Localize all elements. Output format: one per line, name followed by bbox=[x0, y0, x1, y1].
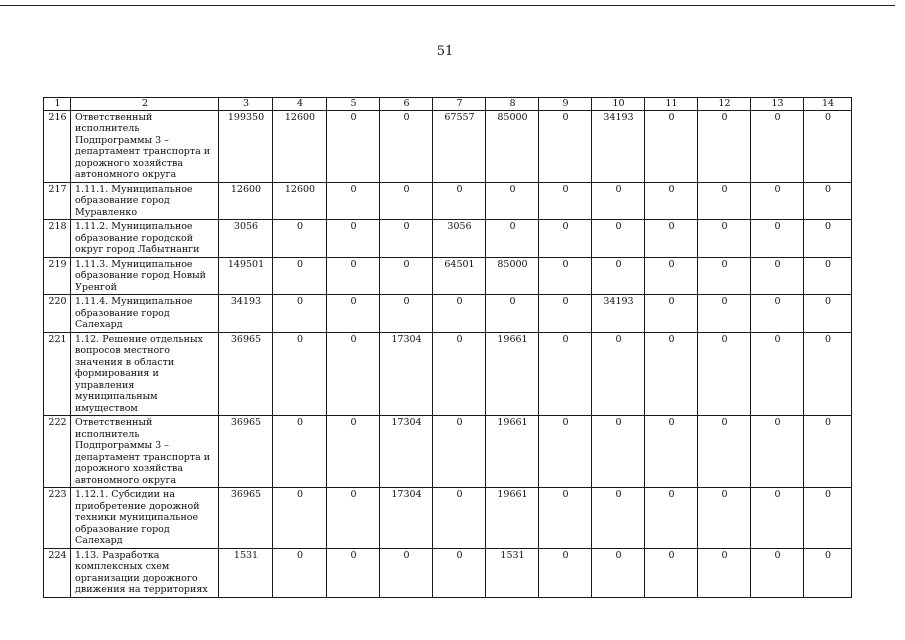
table-row bbox=[44, 332, 852, 416]
table-row bbox=[44, 182, 852, 220]
value-cell: 149501 bbox=[219, 257, 273, 295]
value-cell: 0 bbox=[327, 182, 380, 220]
table-row bbox=[44, 110, 852, 182]
value-cell: 0 bbox=[751, 488, 804, 549]
value-cell: 0 bbox=[380, 295, 433, 333]
value-cell: 0 bbox=[539, 332, 592, 416]
value-cell: 0 bbox=[327, 332, 380, 416]
value-cell: 0 bbox=[433, 295, 486, 333]
column-header: 10 bbox=[592, 98, 645, 111]
value-cell: 0 bbox=[433, 332, 486, 416]
value-cell: 0 bbox=[273, 332, 327, 416]
value-cell: 0 bbox=[645, 548, 698, 597]
value-cell: 0 bbox=[698, 548, 751, 597]
value-cell: 0 bbox=[539, 548, 592, 597]
page-number: 51 bbox=[436, 44, 454, 59]
value-cell: 0 bbox=[751, 416, 804, 488]
value-cell: 17304 bbox=[380, 332, 433, 416]
value-cell: 19661 bbox=[486, 488, 539, 549]
value-cell: 3056 bbox=[219, 220, 273, 258]
value-cell: 0 bbox=[804, 332, 852, 416]
value-cell: 0 bbox=[327, 220, 380, 258]
value-cell: 36965 bbox=[219, 416, 273, 488]
value-cell: 34193 bbox=[219, 295, 273, 333]
column-header: 5 bbox=[327, 98, 380, 111]
row-name-cell: 1.12.1. Субсидии на приобретение дорожной техники муниципальное образование город Салехард bbox=[71, 488, 219, 549]
value-cell: 0 bbox=[698, 295, 751, 333]
column-header: 14 bbox=[804, 98, 852, 111]
value-cell: 0 bbox=[327, 548, 380, 597]
value-cell: 0 bbox=[433, 488, 486, 549]
row-number-cell: 217 bbox=[44, 182, 71, 220]
value-cell: 0 bbox=[645, 110, 698, 182]
column-header: 11 bbox=[645, 98, 698, 111]
column-header: 12 bbox=[698, 98, 751, 111]
value-cell: 12600 bbox=[273, 110, 327, 182]
value-cell: 0 bbox=[645, 220, 698, 258]
value-cell: 0 bbox=[327, 416, 380, 488]
row-name-cell: 1.11.3. Муниципальное образование город Новый Уренгой bbox=[71, 257, 219, 295]
column-header: 8 bbox=[486, 98, 539, 111]
value-cell: 0 bbox=[539, 110, 592, 182]
value-cell: 0 bbox=[751, 548, 804, 597]
value-cell: 36965 bbox=[219, 488, 273, 549]
value-cell: 19661 bbox=[486, 416, 539, 488]
value-cell: 36965 bbox=[219, 332, 273, 416]
value-cell: 0 bbox=[592, 257, 645, 295]
value-cell: 0 bbox=[592, 332, 645, 416]
value-cell: 0 bbox=[698, 220, 751, 258]
table-row bbox=[44, 295, 852, 333]
value-cell: 0 bbox=[327, 110, 380, 182]
row-number-cell: 219 bbox=[44, 257, 71, 295]
budget-table bbox=[43, 97, 852, 598]
column-header: 4 bbox=[273, 98, 327, 111]
value-cell: 34193 bbox=[592, 110, 645, 182]
row-number-cell: 222 bbox=[44, 416, 71, 488]
value-cell: 0 bbox=[273, 295, 327, 333]
value-cell: 0 bbox=[804, 182, 852, 220]
value-cell: 0 bbox=[539, 295, 592, 333]
value-cell: 0 bbox=[327, 488, 380, 549]
value-cell: 0 bbox=[645, 257, 698, 295]
column-header: 6 bbox=[380, 98, 433, 111]
value-cell: 0 bbox=[698, 332, 751, 416]
value-cell: 0 bbox=[380, 548, 433, 597]
value-cell: 0 bbox=[751, 332, 804, 416]
value-cell: 0 bbox=[751, 220, 804, 258]
value-cell: 12600 bbox=[273, 182, 327, 220]
row-name-cell: 1.11.4. Муниципальное образование город Салехард bbox=[71, 295, 219, 333]
value-cell: 0 bbox=[698, 416, 751, 488]
value-cell: 0 bbox=[592, 488, 645, 549]
value-cell: 0 bbox=[751, 257, 804, 295]
value-cell: 0 bbox=[592, 548, 645, 597]
value-cell: 85000 bbox=[486, 257, 539, 295]
page-top-border bbox=[0, 5, 895, 6]
value-cell: 0 bbox=[645, 416, 698, 488]
value-cell: 19661 bbox=[486, 332, 539, 416]
value-cell: 0 bbox=[592, 182, 645, 220]
value-cell: 64501 bbox=[433, 257, 486, 295]
value-cell: 3056 bbox=[433, 220, 486, 258]
value-cell: 0 bbox=[486, 295, 539, 333]
row-name-cell: Ответственный исполнитель Подпрограммы 3 – департамент транспорта и дорожного хозяйства автономного округа bbox=[71, 110, 219, 182]
value-cell: 0 bbox=[698, 488, 751, 549]
value-cell: 0 bbox=[645, 295, 698, 333]
value-cell: 0 bbox=[645, 488, 698, 549]
value-cell: 17304 bbox=[380, 488, 433, 549]
value-cell: 0 bbox=[273, 548, 327, 597]
value-cell: 0 bbox=[698, 110, 751, 182]
row-name-cell: Ответственный исполнитель Подпрограммы 3 – департамент транспорта и дорожного хозяйства автономного округа bbox=[71, 416, 219, 488]
value-cell: 0 bbox=[645, 332, 698, 416]
row-number-cell: 223 bbox=[44, 488, 71, 549]
value-cell: 0 bbox=[539, 488, 592, 549]
value-cell: 0 bbox=[698, 257, 751, 295]
value-cell: 0 bbox=[804, 488, 852, 549]
value-cell: 0 bbox=[273, 257, 327, 295]
column-header: 9 bbox=[539, 98, 592, 111]
value-cell: 0 bbox=[273, 416, 327, 488]
table-row bbox=[44, 257, 852, 295]
value-cell: 0 bbox=[539, 182, 592, 220]
column-header: 2 bbox=[71, 98, 219, 111]
value-cell: 85000 bbox=[486, 110, 539, 182]
value-cell: 0 bbox=[380, 110, 433, 182]
value-cell: 0 bbox=[539, 416, 592, 488]
value-cell: 0 bbox=[751, 295, 804, 333]
column-header: 1 bbox=[44, 98, 71, 111]
value-cell: 0 bbox=[804, 220, 852, 258]
value-cell: 0 bbox=[804, 110, 852, 182]
value-cell: 0 bbox=[486, 182, 539, 220]
value-cell: 0 bbox=[804, 257, 852, 295]
value-cell: 12600 bbox=[219, 182, 273, 220]
row-number-cell: 224 bbox=[44, 548, 71, 597]
value-cell: 67557 bbox=[433, 110, 486, 182]
value-cell: 34193 bbox=[592, 295, 645, 333]
value-cell: 17304 bbox=[380, 416, 433, 488]
value-cell: 0 bbox=[804, 295, 852, 333]
value-cell: 1531 bbox=[486, 548, 539, 597]
row-name-cell: 1.12. Решение отдельных вопросов местного значения в области формирования и управления муниципальным имуществом bbox=[71, 332, 219, 416]
value-cell: 0 bbox=[380, 257, 433, 295]
table-row bbox=[44, 416, 852, 488]
value-cell: 0 bbox=[380, 220, 433, 258]
row-number-cell: 218 bbox=[44, 220, 71, 258]
value-cell: 0 bbox=[327, 257, 380, 295]
value-cell: 0 bbox=[273, 220, 327, 258]
value-cell: 0 bbox=[273, 488, 327, 549]
value-cell: 0 bbox=[433, 416, 486, 488]
row-name-cell: 1.11.2. Муниципальное образование городской округ город Лабытнанги bbox=[71, 220, 219, 258]
value-cell: 0 bbox=[751, 110, 804, 182]
row-name-cell: 1.11.1. Муниципальное образование город Муравленко bbox=[71, 182, 219, 220]
value-cell: 1531 bbox=[219, 548, 273, 597]
value-cell: 0 bbox=[433, 182, 486, 220]
value-cell: 0 bbox=[539, 257, 592, 295]
value-cell: 0 bbox=[645, 182, 698, 220]
value-cell: 0 bbox=[327, 295, 380, 333]
column-header: 3 bbox=[219, 98, 273, 111]
value-cell: 0 bbox=[698, 182, 751, 220]
value-cell: 0 bbox=[804, 416, 852, 488]
table-row bbox=[44, 488, 852, 549]
value-cell: 0 bbox=[433, 548, 486, 597]
value-cell: 0 bbox=[486, 220, 539, 258]
row-number-cell: 221 bbox=[44, 332, 71, 416]
value-cell: 199350 bbox=[219, 110, 273, 182]
row-name-cell: 1.13. Разработка комплексных схем организации дорожного движения на территориях bbox=[71, 548, 219, 597]
column-header: 13 bbox=[751, 98, 804, 111]
value-cell: 0 bbox=[804, 548, 852, 597]
table-header-row bbox=[44, 98, 852, 111]
value-cell: 0 bbox=[751, 182, 804, 220]
table-row bbox=[44, 548, 852, 597]
value-cell: 0 bbox=[592, 220, 645, 258]
table-row bbox=[44, 220, 852, 258]
row-number-cell: 220 bbox=[44, 295, 71, 333]
column-header: 7 bbox=[433, 98, 486, 111]
value-cell: 0 bbox=[380, 182, 433, 220]
value-cell: 0 bbox=[592, 416, 645, 488]
row-number-cell: 216 bbox=[44, 110, 71, 182]
value-cell: 0 bbox=[539, 220, 592, 258]
